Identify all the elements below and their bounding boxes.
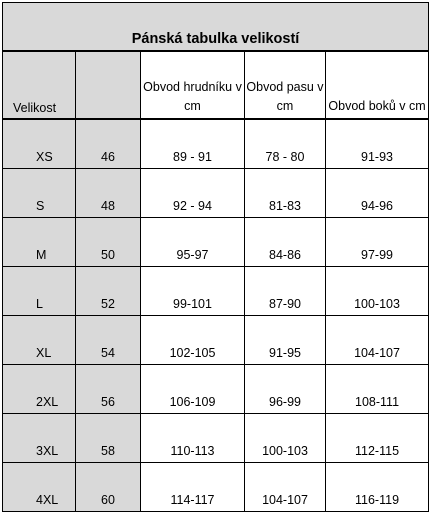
chest-cell: 95-97 <box>141 218 245 267</box>
waist-cell: 87-90 <box>245 267 326 316</box>
waist-cell: 100-103 <box>245 414 326 463</box>
header-waist: Obvod pasu v cm <box>245 51 326 119</box>
waist-cell: 104-107 <box>245 463 326 512</box>
chest-cell: 92 - 94 <box>141 169 245 218</box>
chest-cell: 89 - 91 <box>141 119 245 169</box>
table-row <box>3 463 429 512</box>
title-row <box>3 3 429 52</box>
table-row <box>3 169 429 218</box>
size-cell: XL <box>3 316 76 365</box>
eu-size-cell: 58 <box>76 414 141 463</box>
eu-size-cell: 50 <box>76 218 141 267</box>
size-cell: 3XL <box>3 414 76 463</box>
hips-cell: 116-119 <box>326 463 429 512</box>
eu-size-cell: 52 <box>76 267 141 316</box>
waist-cell: 78 - 80 <box>245 119 326 169</box>
chest-cell: 110-113 <box>141 414 245 463</box>
size-cell: M <box>3 218 76 267</box>
header-eu-size <box>76 51 141 119</box>
waist-cell: 84-86 <box>245 218 326 267</box>
table-row <box>3 119 429 169</box>
table-row <box>3 218 429 267</box>
header-row <box>3 51 429 119</box>
hips-cell: 104-107 <box>326 316 429 365</box>
eu-size-cell: 48 <box>76 169 141 218</box>
waist-cell: 81-83 <box>245 169 326 218</box>
chest-cell: 102-105 <box>141 316 245 365</box>
table-row <box>3 414 429 463</box>
size-chart-table <box>2 2 429 512</box>
hips-cell: 91-93 <box>326 119 429 169</box>
waist-cell: 91-95 <box>245 316 326 365</box>
hips-cell: 94-96 <box>326 169 429 218</box>
table-row <box>3 365 429 414</box>
waist-cell: 96-99 <box>245 365 326 414</box>
hips-cell: 112-115 <box>326 414 429 463</box>
eu-size-cell: 60 <box>76 463 141 512</box>
table-row <box>3 316 429 365</box>
size-cell: S <box>3 169 76 218</box>
eu-size-cell: 56 <box>76 365 141 414</box>
header-chest: Obvod hrudníku v cm <box>141 51 245 119</box>
hips-cell: 97-99 <box>326 218 429 267</box>
size-cell: 4XL <box>3 463 76 512</box>
eu-size-cell: 46 <box>76 119 141 169</box>
eu-size-cell: 54 <box>76 316 141 365</box>
header-size: Velikost <box>3 51 76 119</box>
chest-cell: 106-109 <box>141 365 245 414</box>
chest-cell: 114-117 <box>141 463 245 512</box>
size-cell: 2XL <box>3 365 76 414</box>
chest-cell: 99-101 <box>141 267 245 316</box>
hips-cell: 108-111 <box>326 365 429 414</box>
table-title: Pánská tabulka velikostí <box>3 3 429 52</box>
size-cell: XS <box>3 119 76 169</box>
hips-cell: 100-103 <box>326 267 429 316</box>
table-row <box>3 267 429 316</box>
header-hips: Obvod boků v cm <box>326 51 429 119</box>
size-cell: L <box>3 267 76 316</box>
